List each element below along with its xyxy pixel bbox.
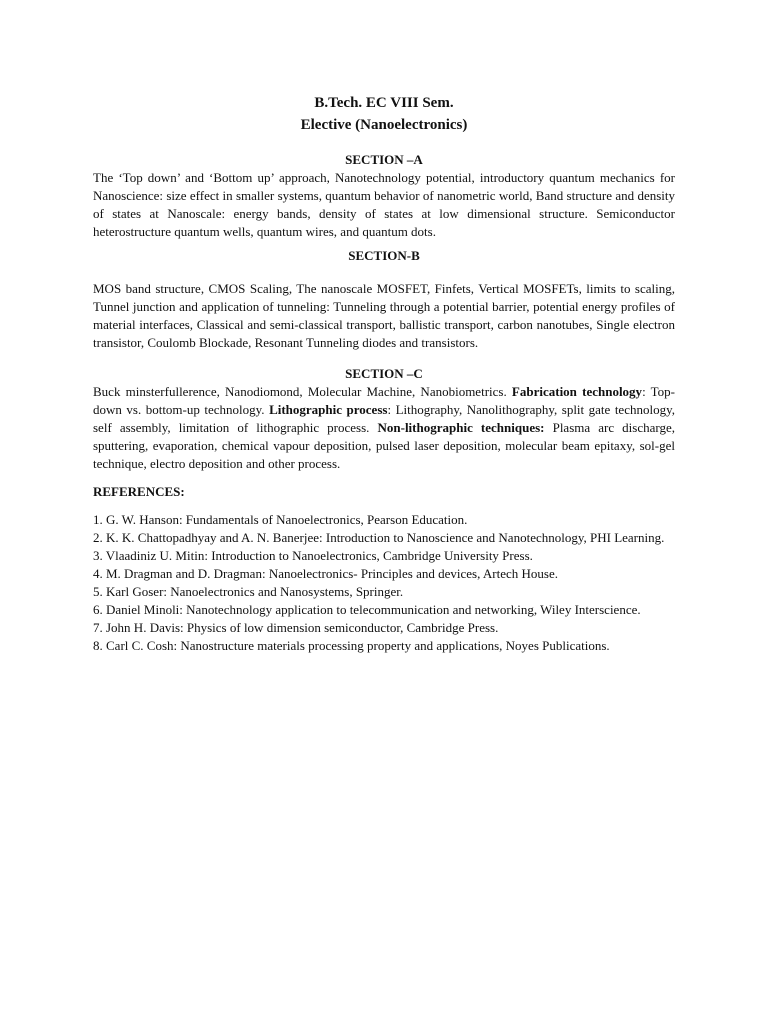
section-c-text-part1: Buck minsterfullerence, Nanodiomond, Molecular Machine, Nanobiometrics. xyxy=(93,384,512,399)
course-subtitle: Elective (Nanoelectronics) xyxy=(300,117,468,133)
course-title: B.Tech. EC VIII Sem. xyxy=(314,95,454,111)
section-c-text-part3: : Lithography, Nanolithography, split gate technology, self assembly, limitation of lithographic process. xyxy=(93,402,675,435)
reference-item: 3. Vlaadiniz U. Mitin: Introduction to Nanoelectronics, Cambridge University Press. xyxy=(93,548,533,563)
section-b-text: MOS band structure, CMOS Scaling, The nanoscale MOSFET, Finfets, Vertical MOSFETs, limits to scaling, Tunnel junction and application of tunneling: Tunneling through a potential barrier, potential energy profiles of material interfaces, Classical and semi-classical transport, ballistic transport, carbon nanotubes, Single electron transistor, Coulomb Blockade, Resonant Tunneling diodes and transistors. xyxy=(93,281,675,350)
reference-item: 7. John H. Davis: Physics of low dimension semiconductor, Cambridge Press. xyxy=(93,620,499,635)
reference-item: 4. M. Dragman and D. Dragman: Nanoelectronics- Principles and devices, Artech House. xyxy=(93,566,558,581)
reference-item: 8. Carl C. Cosh: Nanostructure materials processing property and applications, Noyes Publications. xyxy=(93,638,610,653)
section-a-text: The ‘Top down’ and ‘Bottom up’ approach, Nanotechnology potential, introductory quantum mechanics for Nanoscience: size effect in smaller systems, quantum behavior of nanometric world, Band structure and density of states at Nanoscale: energy bands, density of states at low dimensional structure. Semiconductor heterostructure quantum wells, quantum wires, and quantum dots. xyxy=(93,170,675,239)
reference-item: 5. Karl Goser: Nanoelectronics and Nanosystems, Springer. xyxy=(93,584,404,599)
section-c-bold-fabrication: Fabrication technology xyxy=(511,384,643,399)
reference-item: 1. G. W. Hanson: Fundamentals of Nanoelectronics, Pearson Education. xyxy=(93,512,468,527)
reference-item: 2. K. K. Chattopadhyay and A. N. Banerjee: Introduction to Nanoscience and Nanotechnology, PHI Learning. xyxy=(93,530,665,545)
section-c-heading: SECTION –C xyxy=(345,366,423,381)
section-b-heading: SECTION-B xyxy=(348,248,420,263)
section-a-heading: SECTION –A xyxy=(345,152,423,167)
section-c-text-part4: Plasma arc discharge, sputtering, evaporation, chemical vapour deposition, pulsed laser deposition, molecular beam epitaxy, sol-gel technique, electro deposition and other process. xyxy=(93,420,676,471)
section-c-bold-lithographic: Lithographic process xyxy=(269,402,388,417)
syllabus-page xyxy=(93,92,675,655)
references-list xyxy=(93,511,675,655)
section-c-bold-non-lithographic: Non-lithographic techniques: xyxy=(377,420,545,435)
section-c-text-part2: : Top-down vs. bottom-up technology. xyxy=(93,384,676,417)
references-heading: REFERENCES: xyxy=(93,484,185,499)
section-c-text xyxy=(93,383,675,473)
reference-item: 6. Daniel Minoli: Nanotechnology application to telecommunication and networking, Wiley Interscience. xyxy=(93,602,641,617)
